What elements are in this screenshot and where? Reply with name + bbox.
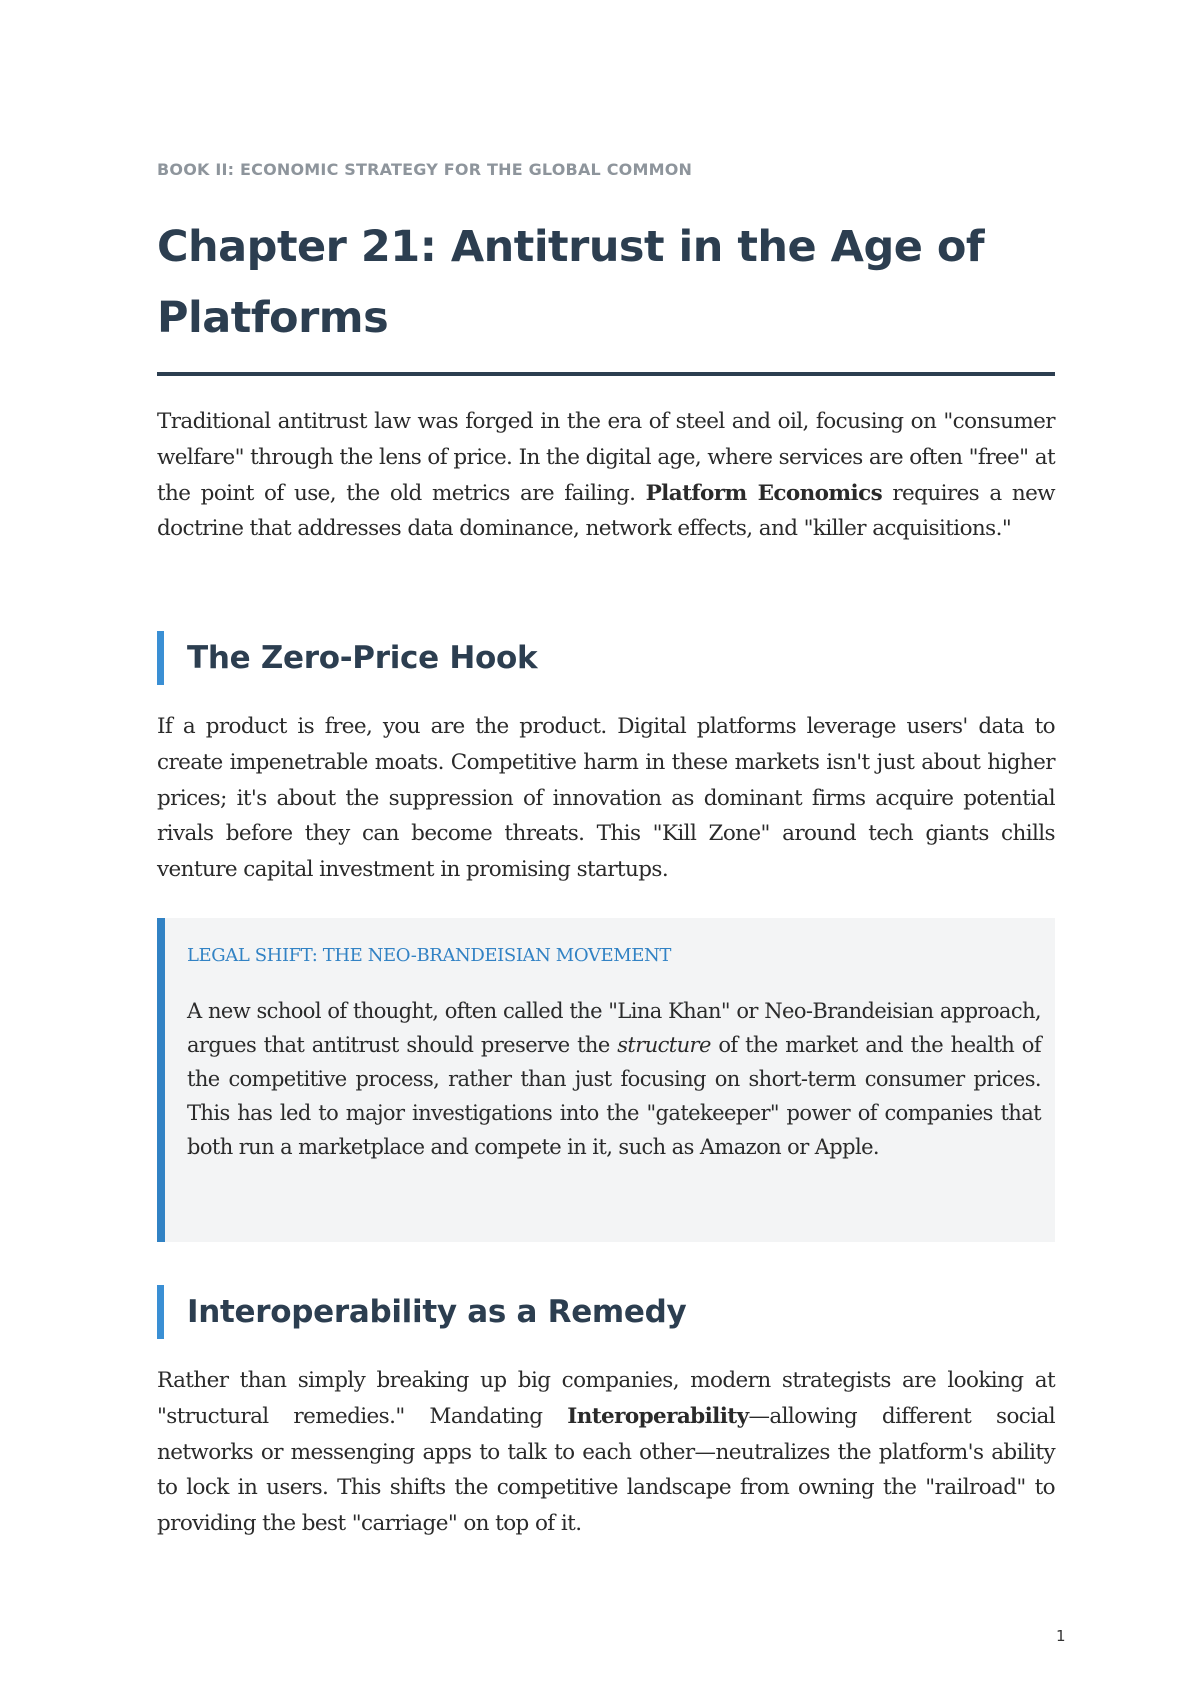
intro-text-start: Traditional antitrust law was forged in the era of steel and oil, focusing on "consumer welfare" through the lens of price. In the digital age, where services are often "free" at the point of use, the old metrics are failing. bbox=[157, 409, 1055, 506]
callout-label: LEGAL SHIFT: THE NEO-BRANDEISIAN MOVEMENT bbox=[187, 945, 671, 966]
callout-text-start: A new school of thought, often called the "Lina Khan" or Neo-Brandeisian approach, argues that antitrust should preserve the bbox=[187, 999, 1041, 1057]
intro-paragraph bbox=[157, 404, 1055, 547]
callout-body bbox=[187, 994, 1041, 1164]
intro-text-end: requires a new doctrine that addresses data dominance, network effects, and "killer acquisitions." bbox=[157, 480, 1055, 542]
page-number: 1 bbox=[1056, 1627, 1066, 1645]
legal-shift-callout bbox=[157, 918, 1055, 1242]
chapter-title: Chapter 21: Antitrust in the Age of Platforms bbox=[157, 222, 985, 343]
intro-bold-term: Platform Economics bbox=[645, 480, 883, 506]
section-2-text-start: Rather than simply breaking up big companies, modern strategists are looking at "structural remedies." Mandating bbox=[157, 1368, 1055, 1429]
section-1-paragraph: If a product is free, you are the product. Digital platforms leverage users' data to create impenetrable moats. Competitive harm in these markets isn't just about higher prices; it's about the suppression of innovation as dominant firms acquire potential rivals before they can become threats. This "Kill Zone" around tech giants chills venture capital investment in promising startups. bbox=[157, 714, 1055, 883]
section-2-text-end: —allowing different social networks or messenging apps to talk to each other—neutralizes the platform's ability to lock in users. This shifts the competitive landscape from owning the "railroad" to providing the best "carriage" on top of it. bbox=[157, 1403, 1056, 1537]
title-rule bbox=[157, 372, 1055, 376]
callout-italic-term: structure bbox=[617, 1033, 711, 1057]
callout-text-end: of the market and the health of the competitive process, rather than just focusing on short-term consumer prices. This has led to major investigations into the "gatekeeper" power of companies that both run a marketplace and compete in it, such as Amazon or Apple. bbox=[187, 1033, 1041, 1159]
section-heading-interoperability: Interoperability as a Remedy bbox=[157, 1285, 686, 1339]
running-head: BOOK II: ECONOMIC STRATEGY FOR THE GLOBAL COMMON bbox=[157, 160, 693, 179]
section-heading-zero-price: The Zero-Price Hook bbox=[157, 631, 537, 685]
section-2-bold-term: Interoperability bbox=[567, 1403, 749, 1429]
section-2-paragraph bbox=[157, 1363, 1055, 1542]
